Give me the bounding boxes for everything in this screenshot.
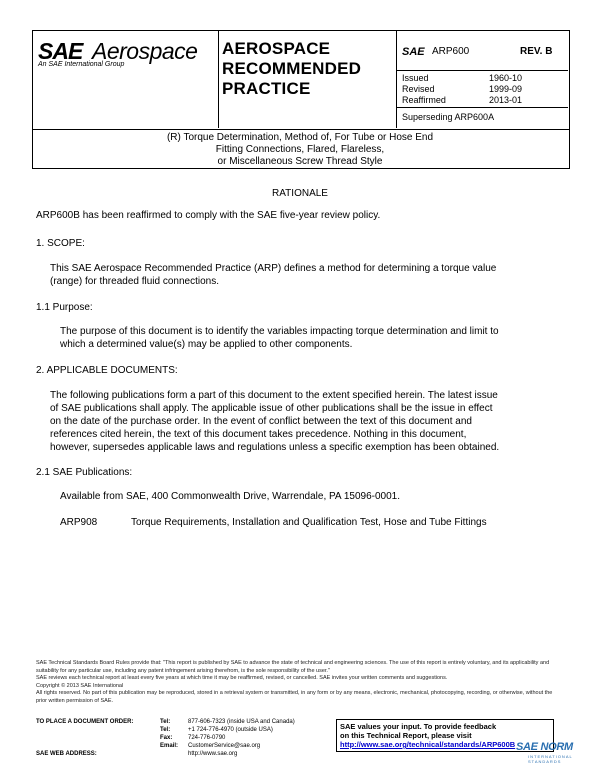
order-label: TO PLACE A DOCUMENT ORDER: bbox=[36, 719, 134, 725]
rationale-text: ARP600B has been reaffirmed to comply with the SAE five-year review policy. bbox=[36, 210, 381, 221]
section-heading: 2. APPLICABLE DOCUMENTS: bbox=[36, 365, 178, 376]
date-row bbox=[402, 95, 522, 106]
contact-row bbox=[160, 750, 295, 758]
legal-paragraph: SAE reviews each technical report at least every five years at which time it may be reaffirmed, revised, or cancelled. SAE invites your written comments and suggestions. bbox=[36, 675, 448, 681]
header-divider bbox=[397, 70, 568, 71]
contact-details bbox=[160, 718, 295, 758]
sae-norm-watermark: SAE NORM bbox=[516, 741, 573, 753]
document-type bbox=[222, 39, 361, 99]
document-type-line: PRACTICE bbox=[222, 79, 311, 98]
document-title bbox=[32, 132, 568, 168]
document-type-line: RECOMMENDED bbox=[222, 59, 362, 78]
date-label: Revised bbox=[402, 84, 435, 94]
date-value: 1999-09 bbox=[488, 84, 522, 94]
contact-value: 877-606-7323 (inside USA and Canada) bbox=[188, 719, 295, 725]
legal-paragraph: SAE Technical Standards Board Rules provide that: "This report is published by SAE to advance the state of technical and engineering sciences. The use of this report is entirely voluntary, and its applicability and suitability for any particular use, including any patent infringement arising therefrom, is the sole responsibility of the user." bbox=[36, 660, 550, 674]
date-label: Reaffirmed bbox=[402, 95, 446, 105]
logo-aerospace: Aerospace bbox=[92, 38, 198, 64]
feedback-text: on this Technical Report, please visit bbox=[340, 731, 472, 740]
contact-key: Tel: bbox=[160, 727, 171, 733]
logo-sae: SAE bbox=[38, 38, 83, 64]
contact-key: Tel: bbox=[160, 719, 171, 725]
rationale-heading: RATIONALE bbox=[272, 188, 328, 199]
date-row bbox=[402, 84, 522, 95]
legal-paragraph: All rights reserved. No part of this publication may be reproduced, stored in a retrieval system or transmitted, in any form or by any means, electronic, mechanical, photocopying, recording, or otherwise, without the prior written permission of SAE. bbox=[36, 690, 553, 704]
section-heading: 1.1 Purpose: bbox=[36, 302, 93, 313]
contact-labels bbox=[36, 718, 133, 758]
contact-row bbox=[160, 734, 295, 742]
paragraph-line: (range) for threaded fluid connections. bbox=[50, 276, 219, 287]
legal-footer bbox=[36, 660, 564, 705]
header-divider bbox=[218, 30, 219, 128]
reference-title: Torque Requirements, Installation and Qualification Test, Hose and Tube Fittings bbox=[131, 517, 487, 528]
legal-paragraph: Copyright © 2013 SAE International bbox=[36, 682, 124, 689]
paragraph-line: which a determined value(s) may be applied to other components. bbox=[60, 339, 353, 350]
header-divider bbox=[396, 30, 397, 128]
contact-key: Fax: bbox=[160, 735, 173, 741]
document-type-line: AEROSPACE bbox=[222, 39, 331, 58]
date-label: Issued bbox=[402, 73, 429, 83]
paragraph-line: references cited herein, the text of this document takes precedence. Nothing in this document, bbox=[50, 429, 467, 440]
document-dates bbox=[402, 73, 522, 106]
title-line: (R) Torque Determination, Method of, For Tube or Hose End bbox=[166, 132, 434, 143]
contact-row bbox=[160, 718, 295, 726]
logo-tagline: An SAE International Group bbox=[38, 61, 125, 68]
paragraph-line: however, supersedes applicable laws and regulations unless a specific exemption has been obtained. bbox=[50, 442, 500, 453]
paragraph-line: The purpose of this document is to identify the variables impacting torque determination and limit to bbox=[60, 326, 499, 337]
revision-label: REV. B bbox=[520, 46, 553, 57]
date-value: 1960-10 bbox=[488, 73, 522, 83]
web-link[interactable]: http://www.sae.org bbox=[188, 751, 238, 757]
feedback-text: SAE values your input. To provide feedback bbox=[340, 722, 497, 731]
feedback-link[interactable]: http://www.sae.org/technical/standards/ARP600B bbox=[340, 740, 516, 749]
date-row bbox=[402, 73, 522, 84]
email-link[interactable]: CustomerService@sae.org bbox=[188, 743, 261, 749]
contact-row bbox=[160, 742, 295, 750]
superseding-note: Superseding ARP600A bbox=[402, 112, 495, 122]
contact-key: Email: bbox=[160, 743, 179, 749]
paragraph-line: This SAE Aerospace Recommended Practice (ARP) defines a method for determining a torque value bbox=[50, 263, 497, 274]
contact-value: +1 724-776-4970 (outside USA) bbox=[188, 727, 273, 733]
web-label: SAE WEB ADDRESS: bbox=[36, 751, 97, 757]
sae-norm-subtitle: INTERNATIONAL STANDARDS bbox=[528, 754, 573, 764]
section-heading: 1. SCOPE: bbox=[36, 238, 85, 249]
date-value: 2013-01 bbox=[488, 95, 522, 105]
section-heading: 2.1 SAE Publications: bbox=[36, 467, 133, 478]
paragraph-line: on the date of the purchase order. In the event of conflict between the text of this document and bbox=[50, 416, 472, 427]
document-number: ARP600 bbox=[432, 46, 470, 57]
reference-id: ARP908 bbox=[60, 517, 98, 528]
paragraph-line: The following publications form a part of this document to the extent specified herein. The latest issue bbox=[50, 390, 498, 401]
contact-value: 724-776-0790 bbox=[188, 735, 226, 741]
paragraph-line: Available from SAE, 400 Commonwealth Drive, Warrendale, PA 15096-0001. bbox=[60, 491, 400, 502]
sae-mark: SAE bbox=[402, 46, 425, 58]
title-line: or Miscellaneous Screw Thread Style bbox=[217, 156, 383, 167]
paragraph-line: of SAE publications shall apply. The applicable issue of other publications shall be the issue in effect bbox=[50, 403, 493, 414]
contact-row bbox=[160, 726, 295, 734]
header-divider bbox=[397, 107, 568, 108]
title-line: Fitting Connections, Flared, Flareless, bbox=[215, 144, 385, 155]
